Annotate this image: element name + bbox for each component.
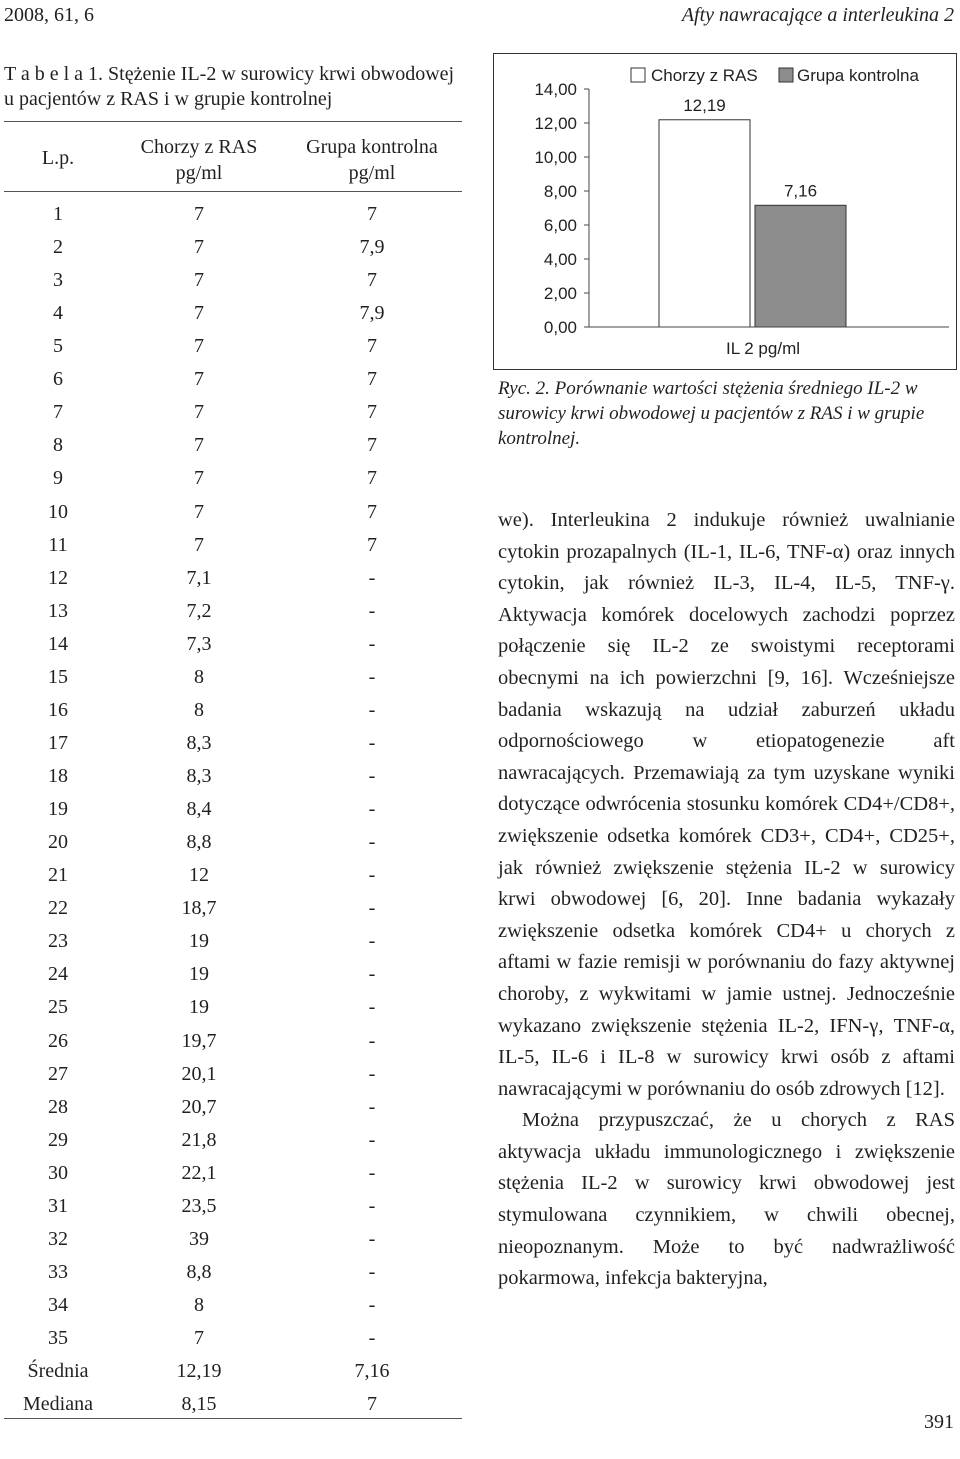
table-row [0,1256,470,1289]
row-index: 3 [53,269,63,292]
control-value: - [368,930,376,953]
ras-value: 19 [189,930,209,953]
ras-value: 39 [189,1227,209,1250]
table-row [0,562,470,595]
table-row [0,1355,470,1388]
ras-value: 21,8 [181,1128,217,1151]
chart-x-label: IL 2 pg/ml [725,339,801,358]
ras-value: 7 [194,236,204,259]
ras-value: 23,5 [181,1194,217,1217]
control-value: - [368,599,376,622]
row-index: 10 [48,500,68,523]
control-value: - [368,798,376,821]
control-value: - [368,1128,376,1151]
table-row [0,297,470,330]
control-value: - [368,665,376,688]
control-value: - [368,566,376,589]
table-row [0,1058,470,1091]
ras-value: 7 [194,269,204,292]
ras-value: 8 [194,698,204,721]
control-value: - [368,1161,376,1184]
row-index: 26 [48,1029,68,1052]
table-row [0,793,470,826]
bar-ras-value-label: 12,19 [683,95,726,115]
table-row [0,595,470,628]
ras-value: 7 [194,434,204,457]
table-row [0,1124,470,1157]
y-tick-label: 4,00 [543,250,577,269]
row-index: 17 [48,731,68,754]
paragraph-2: Można przypuszczać, że u chorych z RAS aktywacja układu immunologicznego i zwiększenie stężenia IL-2 w surowicy krwi obwodowej jest stymulowana czynnikiem, w chwili obecnej, nieopoznanym. Może to być nadwrażliwość pokarmowa, infekcja bakteryjna, [498,1109,955,1290]
table-row [0,330,470,363]
control-value: 7 [367,269,377,292]
ras-value: 7 [194,368,204,391]
body-text [498,505,955,1295]
table-header-control: Grupa kontrolna pg/ml [306,136,438,184]
table-row [0,859,470,892]
table-row [0,396,470,429]
row-index: 31 [48,1194,68,1217]
ras-value: 8,3 [186,731,212,754]
table-row [0,462,470,495]
control-value: - [368,831,376,854]
ras-value: 7,1 [186,566,212,589]
table-row [0,727,470,760]
ras-value: 7,3 [186,632,212,655]
row-index: 24 [48,963,68,986]
row-index: 22 [48,897,68,920]
row-index: 28 [48,1095,68,1118]
row-index: 18 [48,765,68,788]
table-row [0,991,470,1024]
legend-label-control: Grupa kontrolna [797,66,919,85]
ras-value: 12,19 [176,1360,222,1383]
table-row [0,529,470,562]
ras-value: 7 [194,203,204,225]
control-value: 7 [367,434,377,457]
ras-value: 7,2 [186,599,212,622]
row-index: 34 [48,1293,68,1316]
chart-bars [659,96,846,327]
control-value: - [368,1260,376,1283]
row-index: 12 [48,566,68,589]
table-row [0,1223,470,1256]
control-value: - [368,996,376,1019]
control-value: - [368,765,376,788]
table-row [0,429,470,462]
row-index: 16 [48,698,68,721]
row-index: 5 [53,335,63,358]
control-value: - [368,1029,376,1052]
running-header-citation: 2008, 61, 6 [4,4,94,26]
row-index: 8 [53,434,63,457]
legend-label-ras: Chorzy z RAS [651,66,758,85]
row-index: 11 [48,533,68,556]
y-tick-label: 6,00 [543,216,577,235]
table-row [0,925,470,958]
table-row [0,1025,470,1058]
y-tick-label: 2,00 [543,284,577,303]
ras-value: 18,7 [181,897,217,920]
ras-value: 8,8 [186,831,212,854]
control-value: 7,9 [359,236,385,259]
row-index: 29 [48,1128,68,1151]
running-header-title: Afty nawracające a interleukina 2 [681,4,954,26]
ras-value: 8 [194,1293,204,1316]
row-index: 2 [53,236,63,259]
row-index: 13 [48,599,68,622]
control-value: - [368,1227,376,1250]
ras-value: 7 [194,335,204,358]
table-row [0,958,470,991]
table-row [0,760,470,793]
ras-value: 20,1 [181,1062,217,1085]
ras-value: 8,3 [186,765,212,788]
row-index: 23 [48,930,68,953]
control-value: 7 [367,533,377,556]
row-index: 19 [48,798,68,821]
row-index: 33 [48,1260,68,1283]
ras-value: 7 [194,401,204,424]
table-row [0,198,470,231]
figure-caption: Ryc. 2. Porównanie wartości stężenia średniego IL-2 w surowicy krwi obwodowej u pacjentów z RAS i w grupie kontrolnej. [498,378,925,449]
chart-y-axis [534,80,589,337]
control-value: - [368,1194,376,1217]
table-row [0,1322,470,1355]
ras-value: 7 [194,302,204,325]
table-row [0,496,470,529]
row-index: 35 [48,1327,68,1350]
row-index: 30 [48,1161,68,1184]
row-index: 20 [48,831,68,854]
y-tick-label: 14,00 [534,80,577,99]
table-row [0,1091,470,1124]
row-index: 27 [48,1062,68,1085]
control-value: 7 [367,368,377,391]
table-row [0,628,470,661]
ras-value: 7 [194,500,204,523]
control-value: - [368,897,376,920]
control-value: 7 [367,500,377,523]
row-index: 4 [53,302,63,325]
table-caption: T a b e l a 1. Stężenie IL-2 w surowicy krwi obwodowej u pacjentów z RAS i w grupie kontrolnej [4,63,455,110]
chart-legend [631,66,919,85]
control-value: 7,9 [359,302,385,325]
table-header-ras: Chorzy z RAS pg/ml [140,136,258,184]
y-tick-label: 12,00 [534,114,577,133]
y-tick-label: 0,00 [543,318,577,337]
bar-ras [659,120,750,327]
ras-value: 12 [189,864,209,887]
row-index: Średnia [27,1360,89,1383]
control-value: - [368,1062,376,1085]
control-value: - [368,698,376,721]
table-row [0,1157,470,1190]
table-row [0,1388,470,1421]
legend-swatch-ras [631,68,645,82]
row-index: 32 [48,1227,68,1250]
control-value: - [368,1293,376,1316]
control-value: - [368,864,376,887]
control-value: 7 [367,1393,377,1416]
row-index: 6 [53,368,63,391]
ras-value: 7 [194,533,204,556]
bar-control [755,205,846,327]
control-value: - [368,731,376,754]
row-index: 14 [48,632,68,655]
paragraph-1: we). Interleukina 2 indukuje również uwalnianie cytokin prozapalnych (IL-1, IL-6, TNF-α) oraz innych cytokin, jak również IL-3, IL-4, IL-5, TNF-γ. Aktywacja komórek docelowych zachodzi poprzez połączenie się IL-2 ze swoistymi receptorami obecnymi na ich powierzchni [9, 16]. Wcześniejsze badania wskazują na udział zaburzeń układu odpornościowego w etiopatogenezie aft nawracających. Przemawiają za tym uzyskane wyniki dotyczące odwrócenia stosunku komórek CD4+/CD8+, zwiększenie odsetka komórek CD3+, CD4+, CD25+, jak również zwiększenie stężenia IL-2 w surowicy krwi obwodowej [6, 20]. Inne badania wykazały zwiększenie odsetka komórek CD4+ u chorych z aftami w fazie remisji w porównaniu do fazy aktywnej choroby, z wykwitami w jamie ustnej. Jednocześnie wykazano zwiększenie stężenia IL-2, IFN-γ, TNF-α, IL-5, IL-6 i IL-8 w surowicy krwi osób z aftami nawracającymi w porównaniu do osób zdrowych [12]. [498,509,955,1100]
chart-svg [493,53,957,370]
table-row [0,363,470,396]
table-bottom-rule [4,1418,462,1419]
row-index: 25 [48,996,68,1019]
ras-value: 19 [189,996,209,1019]
table-header-rule [4,191,462,192]
control-value: - [368,632,376,655]
table-row [0,231,470,264]
ras-value: 19,7 [181,1029,217,1052]
control-value: 7 [367,335,377,358]
y-tick-label: 10,00 [534,148,577,167]
control-value: 7,16 [354,1360,390,1383]
page-number: 391 [924,1411,954,1433]
row-index: 21 [48,864,68,887]
ras-value: 19 [189,963,209,986]
ras-value: 22,1 [181,1161,217,1184]
y-tick-label: 8,00 [543,182,577,201]
control-value: 7 [367,467,377,490]
row-index: 7 [53,401,63,424]
table-row [0,694,470,727]
ras-value: 8 [194,665,204,688]
row-index: 9 [53,467,63,490]
row-index: Mediana [23,1393,93,1416]
control-value: - [368,1327,376,1350]
table-top-rule [4,121,462,122]
control-value: - [368,963,376,986]
ras-value: 8,4 [186,798,212,821]
bar-control-value-label: 7,16 [783,181,818,201]
table-header-lp: L.p. [41,147,75,169]
table-row [0,826,470,859]
table-row [0,1289,470,1322]
ras-value: 8,15 [181,1393,217,1416]
ras-value: 8,8 [186,1260,212,1283]
legend-swatch-control [779,68,793,82]
ras-value: 20,7 [181,1095,217,1118]
table-row [0,1190,470,1223]
ras-value: 7 [194,1327,204,1350]
table-row [0,264,470,297]
row-index: 15 [48,665,68,688]
control-value: - [368,1095,376,1118]
row-index: 1 [53,203,63,225]
control-value: 7 [367,203,377,225]
table-row [0,892,470,925]
control-value: 7 [367,401,377,424]
ras-value: 7 [194,467,204,490]
table-row [0,661,470,694]
